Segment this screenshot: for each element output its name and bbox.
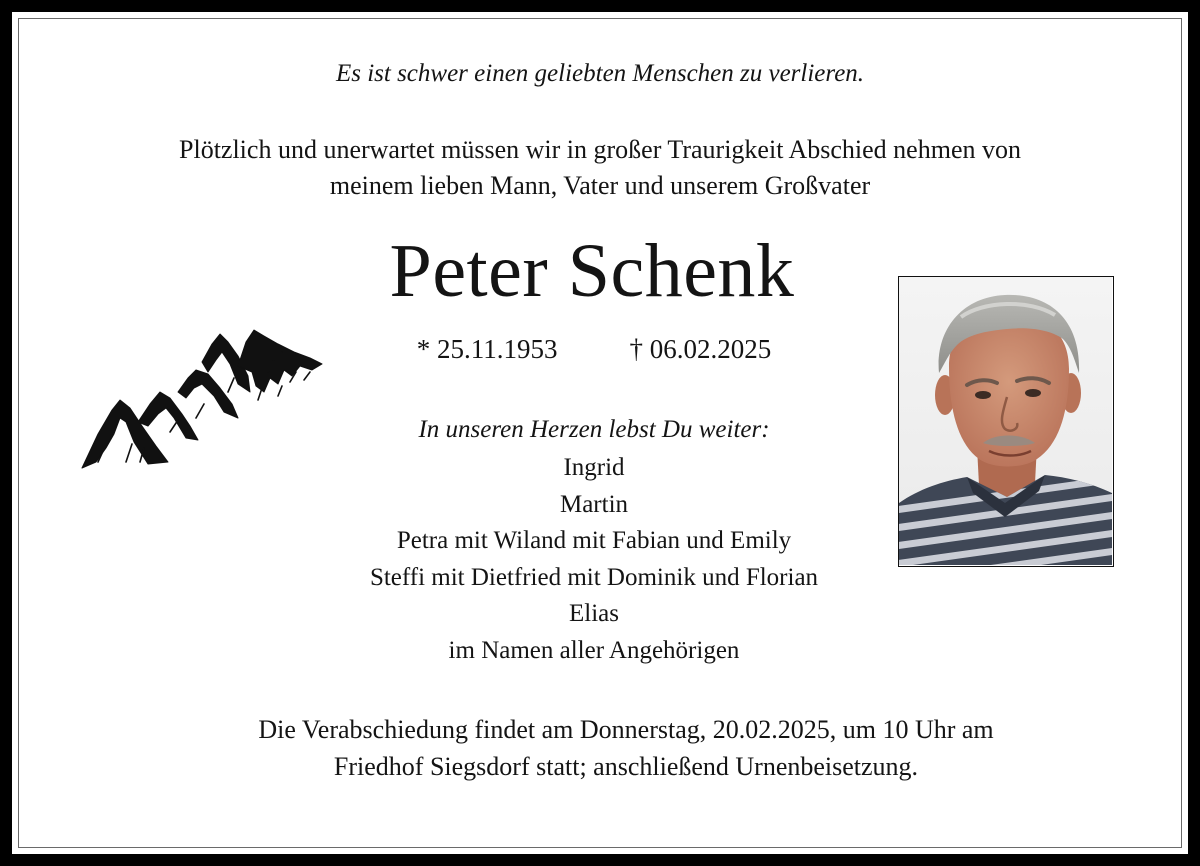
birth-date: * 25.11.1953 [416,334,558,364]
mountain-illustration-icon [78,322,328,474]
portrait-icon [899,277,1112,565]
family-member: Petra mit Wiland mit Fabian und Emily [396,527,792,554]
intro-text [0,132,1200,204]
family-member: Martin [559,490,629,518]
ceremony-line-2: Friedhof Siegsdorf statt; anschließend Urnenbeisetzung. [333,752,919,781]
family-member: Elias [569,600,619,627]
death-date: † 06.02.2025 [629,334,772,364]
ceremony-info [26,711,1200,785]
ceremony-line-1: Die Verabschiedung findet am Donnerstag, 20.02.2025, um 10 Uhr am [258,715,994,744]
deceased-name: Peter Schenk [389,229,795,313]
intro-line-1: Plötzlich und unerwartet müssen wir in großer Traurigkeit Abschied nehmen von [179,135,1021,164]
family-intro: In unseren Herzen lebst Du weiter: [418,416,770,443]
family-member: im Namen aller Angehörigen [448,636,740,664]
family-member: Steffi mit Dietfried mit Dominik und Florian [369,563,819,591]
family-member: Ingrid [563,454,625,481]
intro-line-2: meinem lieben Mann, Vater und unserem Großvater [329,171,871,200]
portrait-photo [898,276,1114,567]
motto-text: Es ist schwer einen geliebten Menschen zu verlieren. [335,60,865,87]
